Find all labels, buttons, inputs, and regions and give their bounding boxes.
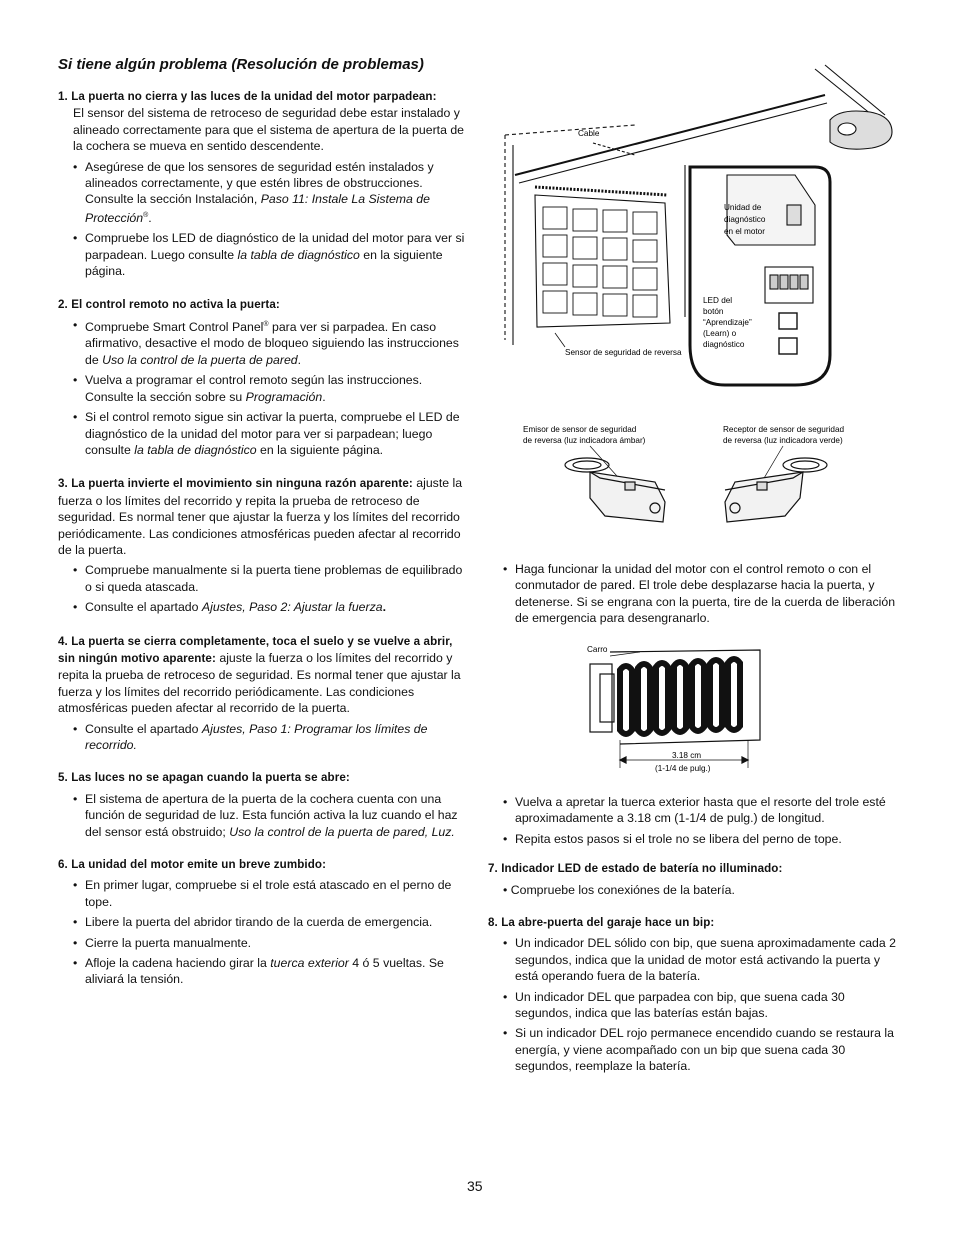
led-label-line-5: diagnóstico (703, 340, 745, 349)
list-item: • Cierre la puerta manualmente. (58, 935, 468, 951)
safety-sensors-illustration (515, 420, 875, 530)
list-item: • En primer lugar, compruebe si el trole está atascado en el perno de tope. (58, 877, 468, 910)
led-label-line-3: “Aprendizaje” (703, 318, 752, 327)
section-3 (58, 475, 468, 615)
list-item: • Consulte el apartado Ajustes, Paso 1: Programar los límites de recorrido. (58, 721, 468, 754)
section-4 (58, 633, 468, 754)
section-8-heading: 8. La abre-puerta del garaje hace un bip: (488, 916, 715, 930)
section-3-body: ajuste la fuerza o los límites del recorrido y repita la prueba de retroceso de seguridad. Es normal tener que ajustar la fuerza y los límites del recorrido periódicamente. Las condiciones atmosféricas pueden afectar al recorrido de la puerta. (58, 476, 463, 557)
carro-label: Carro (587, 645, 608, 654)
garage-door-illustration (495, 55, 915, 395)
page-title: Si tiene algún problema (Resolución de problemas) (58, 56, 424, 73)
list-item: • Un indicador DEL sólido con bip, que suena aproximadamente cada 2 segundos, indica que la unidad de motor está activando la puerta y está operando fuera de la batería. (488, 935, 898, 984)
section-1-body: El sensor del sistema de retroceso de seguridad debe estar instalado y alineado correctamente para que el sistema de apertura de la puerta de la cochera se mueva en sentido descendente. (73, 106, 465, 154)
list-item: • Afloje la cadena haciendo girar la tuerca exterior 4 ó 5 vueltas. Se aliviará la tensión. (58, 955, 468, 988)
left-column (58, 89, 468, 1005)
list-item: • Consulte el apartado Ajustes, Paso 2: Ajustar la fuerza. (58, 599, 468, 615)
list-item: • Un indicador DEL que parpadea con bip, que suena cada 30 segundos, indica que las baterías están bajas. (488, 989, 898, 1022)
trolley-spring-illustration (580, 640, 770, 780)
cable-label: Cable (578, 129, 600, 138)
list-item: • Compruebe manualmente si la puerta tiene problemas de equilibrado o si queda atascada. (58, 562, 468, 595)
right-column-bottom (488, 794, 898, 1092)
receiver-label-line-2: de reversa (luz indicadora verde) (723, 436, 843, 445)
page-number: 35 (467, 1178, 483, 1194)
section-6 (58, 857, 468, 988)
list-item: • Repita estos pasos si el trole no se libera del perno de tope. (488, 831, 898, 847)
section-2 (58, 297, 468, 459)
led-label-line-2: botón (703, 307, 724, 316)
section-5-heading: 5. Las luces no se apagan cuando la puerta se abre: (58, 771, 350, 785)
led-label-line-4: (Learn) o (703, 329, 737, 338)
dim-inches: (1-1/4 de pulg.) (655, 764, 711, 773)
section-2-heading: 2. El control remoto no activa la puerta: (58, 297, 280, 311)
section-1-heading: 1. La puerta no cierra y las luces de la unidad del motor parpadean: (58, 90, 437, 103)
dim-cm: 3.18 cm (672, 751, 702, 760)
receiver-label-line-1: Receptor de sensor de seguridad (723, 425, 845, 434)
list-item: • Asegúrese de que los sensores de seguridad estén instalados y alineados correctamente, y que estén libres de obstrucciones. Consulte la sección Instalación, Paso 11: Instale La Sistema de Protección®. (58, 159, 468, 227)
list-item: • Haga funcionar la unidad del motor con el control remoto o con el conmutador de pared. El trole debe desplazarse hacia la puerta, y detenerse. Si se engrana con la puerta, tire de la cuerda de liberación de emergencia para desengranarlo. (488, 561, 898, 627)
emitter-label-line-1: Emisor de sensor de seguridad (523, 425, 637, 434)
section-6-heading: 6. La unidad del motor emite un breve zumbido: (58, 858, 327, 872)
sensor-label: Sensor de seguridad de reversa (565, 348, 682, 357)
section-7-heading: 7. Indicador LED de estado de batería no illuminado: (488, 862, 783, 876)
list-item: • Compruebe los conexiónes de la batería. (503, 882, 735, 897)
emitter-label-line-2: de reversa (luz indicadora ámbar) (523, 436, 646, 445)
section-4-heading: 4. La puerta se cierra completamente, toca el suelo y se vuelve a abrir, sin ningún motivo aparente: (58, 634, 453, 665)
list-item: • Libere la puerta del abridor tirando de la cuerda de emergencia. (58, 914, 468, 930)
list-item: • Vuelva a apretar la tuerca exterior hasta que el resorte del trole esté aproximadamente a 3.18 cm (1-1/4 de pulg.) de longitud. (488, 794, 898, 827)
section-5 (58, 770, 468, 840)
list-item: • Vuelva a programar el control remoto según las instrucciones. Consulte la sección sobre su Programación. (58, 372, 468, 405)
right-column-top (488, 561, 898, 631)
section-4-body: ajuste la fuerza o los límites del recorrido y repita la prueba de retroceso de seguridad. Es normal tener que ajustar la fuerza y los límites del recorrido periódicamente. Las condiciones atmosféricas pueden afectar al recorrido de la puerta. (58, 650, 461, 716)
unit-label-line-3: en el motor (724, 227, 765, 236)
unit-label-line-1: Unidad de (724, 203, 762, 212)
section-3-heading: 3. La puerta invierte el movimiento sin ninguna razón aparente: (58, 477, 413, 491)
list-item: • Si un indicador DEL rojo permanece encendido cuando se restaura la energía, y viene acompañado con un bip que suena cada 30 segundos, reemplaze la batería. (488, 1025, 898, 1074)
unit-label-line-2: diagnóstico (724, 215, 766, 224)
list-item: • Compruebe Smart Control Panel® para ver si parpadea. En caso afirmativo, desactive el modo de bloqueo siguiendo las instrucciones de Uso la control de la puerta de pared. (58, 317, 468, 368)
led-label-line-1: LED del (703, 296, 733, 305)
list-item: • Compruebe los LED de diagnóstico de la unidad del motor para ver si parpadean. Luego consulte la tabla de diagnóstico en la siguiente página. (58, 230, 468, 279)
section-7 (488, 861, 898, 898)
list-item: • Si el control remoto sigue sin activar la puerta, compruebe el LED de diagnóstico de la unidad del motor para ver si parpadean; luego consulte la tabla de diagnóstico en la siguiente página. (58, 409, 468, 458)
list-item: • El sistema de apertura de la puerta de la cochera cuenta con una función de seguridad de luz. Esta función activa la luz cuando el haz del sensor está obstruido; Uso la control de la puerta de pared, Luz. (58, 791, 468, 840)
section-8 (488, 915, 898, 1075)
section-1 (58, 89, 468, 280)
